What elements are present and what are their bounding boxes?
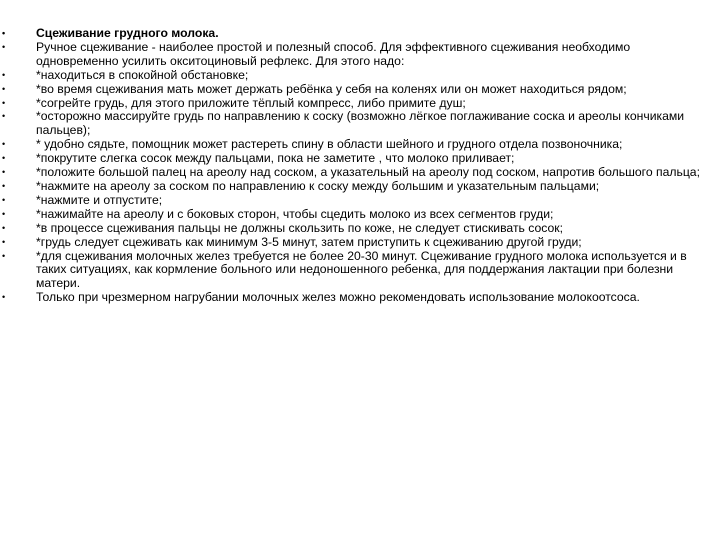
list-item-text: * удобно сядьте, помощник может растереть спину в области шейного и грудного отдела позвоночника; [36,137,623,152]
bullet-icon: • [2,97,6,108]
list-item-text: *положите большой палец на ареолу над соском, а указательный на ареолу под соском, напротив большого пальца; [36,165,700,180]
list-item [2,109,700,138]
bullet-icon: • [2,69,6,80]
list-item [2,137,700,152]
bullet-icon: • [2,208,6,219]
list-item [2,220,700,236]
list-item [2,39,700,69]
bullet-icon: • [2,139,6,150]
bullet-icon: • [2,167,6,178]
list-item-text: Сцеживание грудного молока. [36,26,219,40]
list-item-text: *нажмите и отпустите; [36,192,163,207]
bullet-icon: • [2,292,6,303]
list-item-text: *грудь следует сцеживать как минимум 3-5 минут, затем приступить к сцеживанию другой груди; [36,234,582,249]
list-item [2,248,700,292]
bullet-icon: • [2,236,6,247]
bullet-icon: • [2,250,6,261]
bullet-icon: • [2,41,6,52]
list-item [2,192,700,208]
list-item [2,178,700,194]
list-item [2,290,700,305]
bullet-list [2,26,700,305]
list-item [2,234,700,250]
bullet-icon: • [2,153,6,164]
list-item-text: Только при чрезмерном нагрубании молочных желез можно рекомендовать использование молокоотсоса. [36,290,640,305]
list-item-text: *осторожно массируйте грудь по направлению к соску (возможно лёгкое поглаживание соска и ареолы кончиками пальцев); [36,109,685,138]
list-item-title [2,26,700,41]
list-item-text: *для сцеживания молочных желез требуется не более 20-30 минут. Сцеживание грудного молока используется и в таких ситуациях, как кормление больного или недоношенного ребенка, для поддержания лактации при болезни матери. [36,248,687,291]
bullet-icon: • [2,28,6,38]
list-item [2,165,700,180]
list-item-text: *покрутите слегка сосок между пальцами, пока не заметите , что молоко приливает; [36,151,515,166]
list-item-text: *нажимайте на ареолу и с боковых сторон, чтобы сцедить молоко из всех сегментов груди; [36,206,554,221]
list-item-text: *во время сцеживания мать может держать ребёнка у себя на коленях или он может находиться рядом; [36,81,627,96]
list-item-text: *находиться в спокойной обстановке; [36,67,249,82]
list-item-text: Ручное сцеживание - наиболее простой и полезный способ. Для эффективного сцеживания необходимо одновременно усилить окситоциновый рефлекс. Для этого надо: [36,39,631,68]
list-item-text: *согрейте грудь, для этого приложите тёплый компресс, либо примите душ; [36,95,466,110]
list-item-text: *нажмите на ареолу за соском по направлению к соску между большим и указательным пальцами; [36,178,600,193]
bullet-icon: • [2,222,6,233]
bullet-icon: • [2,83,6,94]
list-item [2,81,700,97]
bullet-icon: • [2,194,6,205]
list-item [2,95,700,111]
list-item [2,151,700,166]
list-item-text: *в процессе сцеживания пальцы не должны скользить по коже, не следует стискивать сосок; [36,220,563,235]
list-item [2,206,700,222]
list-item [2,67,700,83]
bullet-icon: • [2,180,6,191]
bullet-icon: • [2,111,6,122]
